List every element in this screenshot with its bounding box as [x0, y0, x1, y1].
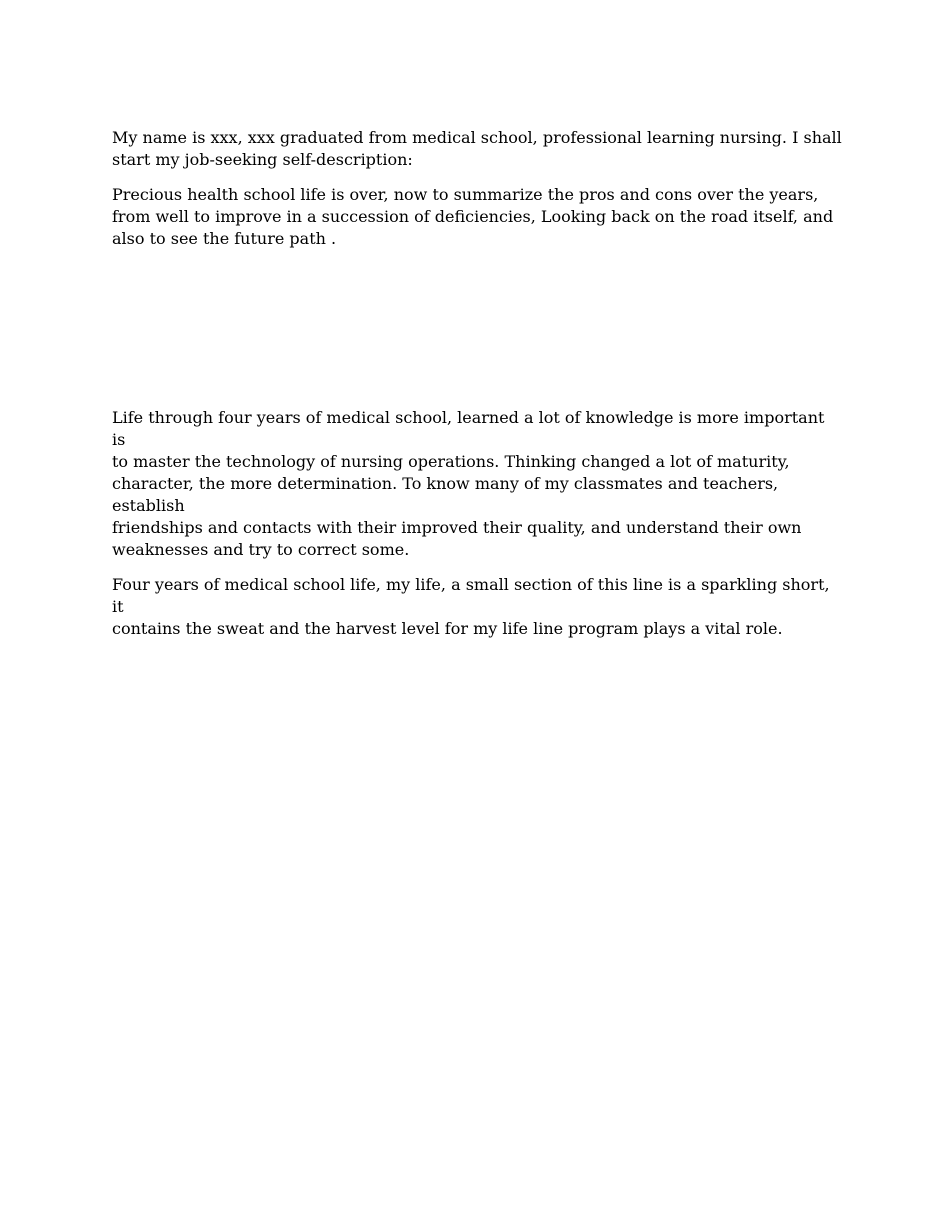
text-block-intro: [112, 127, 842, 263]
paragraph-school-life: Life through four years of medical school, learned a lot of knowledge is more important is to master the technology of nursing operations. Thinking changed a lot of maturity, character, the more determination. To know many of my classmates and teachers, establish friendships and contacts with their improved their quality, and understand their own weaknesses and try to correct some.: [112, 408, 825, 559]
paragraph-summary: Precious health school life is over, now to summarize the pros and cons over the years, from well to improve in a succession of deficiencies, Looking back on the road itself, and also to see the future path .: [112, 185, 834, 248]
paragraph-introduction: My name is xxx, xxx graduated from medical school, professional learning nursing. I shall start my job-seeking self-description:: [112, 128, 842, 169]
paragraph-conclusion: Four years of medical school life, my life, a small section of this line is a sparkling short, it contains the sweat and the harvest level for my life line program plays a vital role.: [112, 575, 830, 638]
text-block-body: [112, 407, 842, 653]
